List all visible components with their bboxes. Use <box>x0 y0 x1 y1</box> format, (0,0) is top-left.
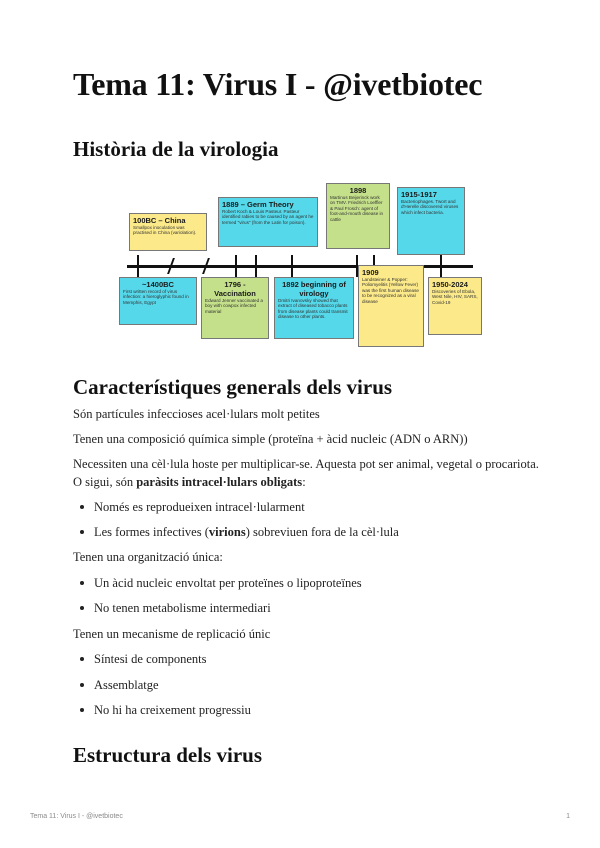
virology-timeline-figure <box>115 175 485 353</box>
bullet-icon <box>80 581 84 585</box>
event-title: 1796 - Vaccination <box>214 280 256 298</box>
timeline-event-1915 <box>397 187 465 255</box>
list-item-text: No hi ha creixement progressiu <box>94 703 251 717</box>
timeline-event-1400bc <box>119 277 197 325</box>
event-title: 1889 – Germ Theory <box>222 200 294 209</box>
paragraph <box>73 474 306 490</box>
text-run: : <box>302 475 306 489</box>
timeline-event-1889 <box>218 197 318 247</box>
list-item-text: Un àcid nucleic envoltat per proteïnes o lipoproteïnes <box>94 576 362 590</box>
section-heading-structure: Estructura dels virus <box>73 743 262 767</box>
list-item <box>94 600 271 616</box>
list-item <box>94 651 207 667</box>
bold-term: virions <box>208 525 246 539</box>
event-title: 1909 <box>362 268 379 277</box>
paragraph: Són partícules infeccioses acel·lulars molt petites <box>73 407 320 421</box>
section-heading-history: Història de la virologia <box>73 137 279 161</box>
list-item-text: Síntesi de components <box>94 652 207 666</box>
list-item <box>94 524 399 540</box>
event-text: Landsteiner & Popper: Poliomyelitis (Yellow Fever) was the first human disease to be recognized as a viral disease <box>362 277 419 304</box>
timeline-tick <box>440 255 442 277</box>
list-item <box>94 702 251 718</box>
timeline-event-1950 <box>428 277 482 335</box>
timeline-tick <box>235 255 237 277</box>
text-run: O sigui, són <box>73 475 137 489</box>
paragraph: Tenen una composició química simple (proteïna + àcid nucleic (ADN o ARN)) <box>73 432 468 446</box>
bullet-icon <box>80 657 84 661</box>
event-title: 100BC – China <box>133 216 186 225</box>
section-heading-characteristics: Característiques generals dels virus <box>73 375 393 399</box>
text-run: Les formes infectives ( <box>94 525 209 539</box>
event-text: Robert Koch & Louis Pasteur. Pasteur identified rabies to be caused by an agent he termed "virus" (from the Latin for poison). <box>222 209 314 225</box>
timeline-event-1796 <box>201 277 269 339</box>
timeline-event-1898 <box>326 183 390 249</box>
event-title: 1898 <box>349 186 367 195</box>
timeline-event-1909 <box>358 265 424 347</box>
bullet-icon <box>80 505 84 509</box>
event-text: Edward Jenner vaccinated a boy with cowpox infected material <box>205 298 263 314</box>
bullet-icon <box>80 530 84 534</box>
event-text: First written record of virus infection: a hieroglyphic found in Memphis, Egypt <box>123 289 189 305</box>
event-title: ~1400BC <box>142 280 174 289</box>
list-item-text: Només es reprodueixen intracel·lularment <box>94 500 305 514</box>
timeline-event-1892 <box>274 277 354 339</box>
footer-page-number: 1 <box>566 813 570 820</box>
timeline-tick <box>137 255 139 277</box>
event-title: 1950-2024 <box>432 280 468 289</box>
event-text: Dmitri Ivanovsky showed that extract of diseased tobacco plants from disease plants could transmit disease to other plants. <box>278 298 348 320</box>
page-title: Tema 11: Virus I - @ivetbiotec <box>73 66 483 102</box>
paragraph: Necessiten una cèl·lula hoste per multiplicar-se. Aquesta pot ser animal, vegetal o procariota. <box>73 457 539 471</box>
event-text: Bacteriophages. Twort and d'Herelle discovered viruses which infect bacteria. <box>401 199 459 215</box>
list-item <box>94 677 159 693</box>
timeline-tick <box>255 255 257 277</box>
event-text: Martinus Beijerinck work on TMV. Friedrich Loeffler & Paul Frosch: agent of foot-and-mouth disease in cattle <box>330 195 384 222</box>
event-text: Smallpox inoculation was practised in China (variolation). <box>133 225 197 236</box>
bold-term: paràsits intracel·lulars obligats <box>136 475 303 489</box>
event-title: 1915-1917 <box>401 190 437 199</box>
list-item-text: Assemblatge <box>94 678 159 692</box>
timeline-tick <box>291 255 293 277</box>
timeline-event-100bc <box>129 213 207 251</box>
text-run: ) sobreviuen fora de la cèl·lula <box>245 525 399 539</box>
bullet-icon <box>80 606 84 610</box>
event-text: Discoveries of Ebola, West Nile, HIV, SARS, Covid-19 <box>432 289 478 305</box>
footer-document-title: Tema 11: Virus I - @ivetbiotec <box>30 813 123 820</box>
paragraph: Tenen un mecanisme de replicació únic <box>73 627 271 641</box>
bullet-icon <box>80 683 84 687</box>
event-title: 1892 beginning of virology <box>282 280 346 298</box>
bullet-icon <box>80 708 84 712</box>
list-item-text: No tenen metabolisme intermediari <box>94 601 271 615</box>
list-item <box>94 575 362 591</box>
paragraph: Tenen una organització única: <box>73 550 223 564</box>
list-item <box>94 499 305 515</box>
